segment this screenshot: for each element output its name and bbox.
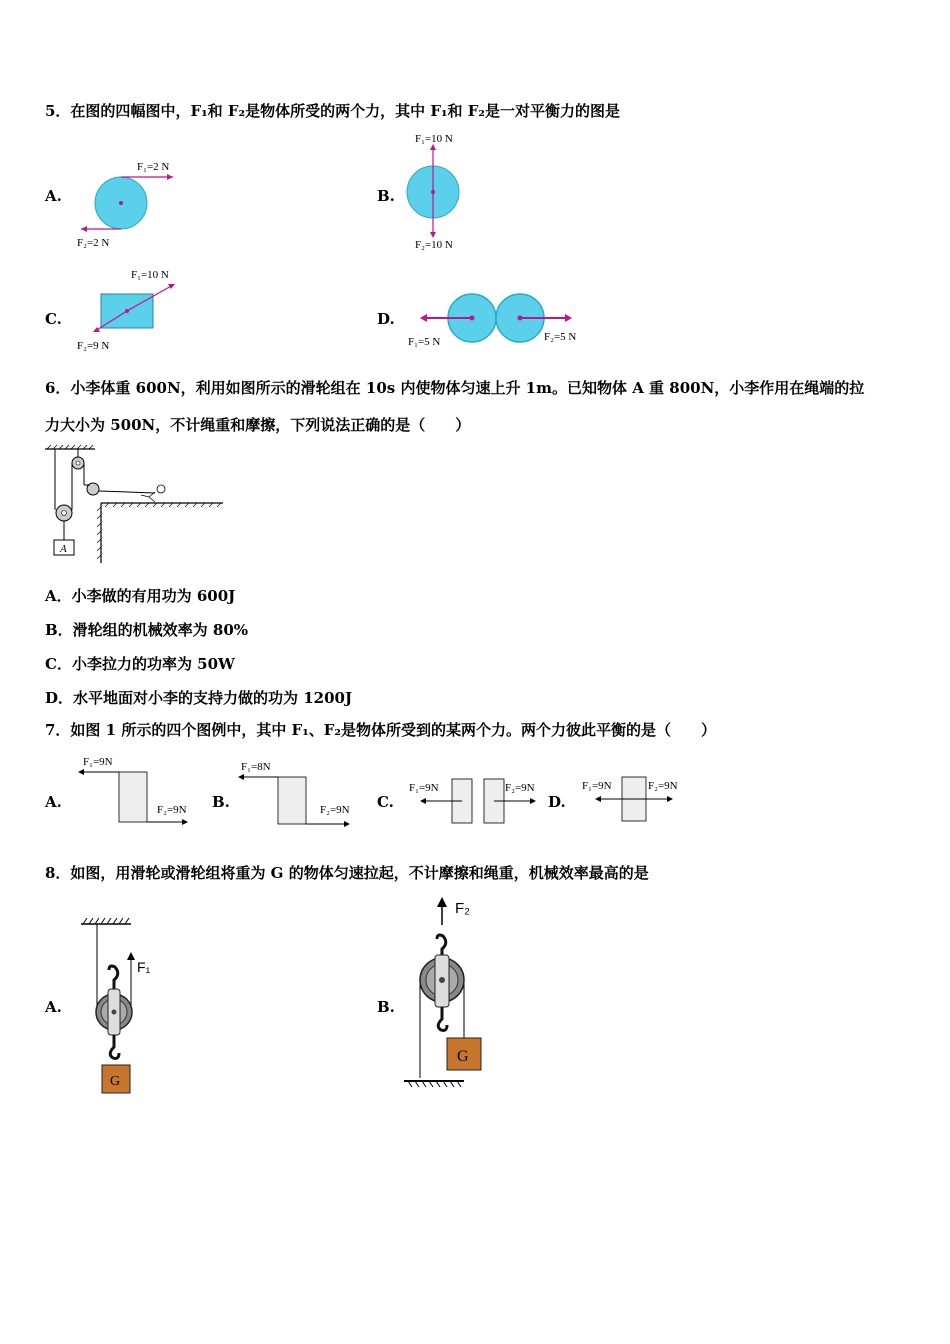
q8a-force-label: F₁ (137, 959, 151, 975)
q7-option-d-label[interactable]: D. (548, 793, 566, 811)
q5-option-a-label[interactable]: A. (45, 187, 62, 205)
q7d-f1-label: F₁=9N (582, 780, 612, 792)
q8-option-b-label[interactable]: B. (377, 998, 395, 1016)
q6-option-c[interactable]: C．小李拉力的功率为 50W (45, 655, 235, 673)
q7-stem: 7．如图 1 所示的四个图例中，其中 F₁、F₂是物体所受到的某两个力。两个力彼此平衡的是（ ） (45, 721, 716, 739)
q8-option-a-label[interactable]: A. (45, 998, 62, 1016)
q5a-f1-label: F₁=2 N (137, 161, 170, 173)
q5-figure-a (75, 155, 185, 250)
q5-option-d-label[interactable]: D. (377, 310, 395, 328)
q6-option-d[interactable]: D．水平地面对小李的支持力做的功为 1200J (45, 689, 353, 707)
q7c-f2-label: F₂=9N (505, 782, 535, 794)
q7c-f1-label: F₁=9N (409, 782, 439, 794)
q5-figure-d (400, 285, 600, 355)
q8b-weight-label: G (457, 1048, 469, 1065)
q7a-f1-label: F₁=9N (83, 756, 113, 768)
q7-figure-b (235, 760, 365, 835)
q7b-f2-label: F₂=9N (320, 804, 350, 816)
q6-box-label: A (60, 543, 67, 555)
q8-stem: 8．如图，用滑轮或滑轮组将重为 G 的物体匀速拉起，不计摩擦和绳重，机械效率最高的是 (45, 864, 649, 882)
q7-figure-d (580, 772, 690, 827)
q7d-f2-label: F₂=9N (648, 780, 678, 792)
q7b-f1-label: F₁=8N (241, 761, 271, 773)
q5d-f1-label: F₁=5 N (408, 336, 441, 348)
q8b-force-label: F₂ (455, 900, 470, 917)
q6-option-b[interactable]: B．滑轮组的机械效率为 80% (45, 621, 249, 639)
q5b-f2-label: F₂=10 N (415, 239, 453, 251)
q5-stem: 5．在图的四幅图中，F₁和 F₂是物体所受的两个力，其中 F₁和 F₂是一对平衡力的图是 (45, 102, 620, 120)
q7-option-c-label[interactable]: C. (377, 793, 394, 811)
q8-figure-b (400, 895, 510, 1095)
q7-figure-a (75, 755, 200, 830)
q7-figure-c (405, 775, 550, 825)
q5d-f2-label: F₂=5 N (544, 331, 577, 343)
q6-option-a[interactable]: A．小李做的有用功为 600J (45, 587, 236, 605)
q6-pulley-figure (45, 445, 230, 565)
q5-option-c-label[interactable]: C. (45, 310, 62, 328)
q5c-f2-label: F₂=9 N (77, 340, 110, 352)
q8-figure-a (75, 912, 185, 1097)
q5a-f2-label: F₂=2 N (77, 237, 110, 249)
q6-stem-line2: 力大小为 500N，不计绳重和摩擦，下列说法正确的是（ ） (45, 416, 471, 434)
q7-option-b-label[interactable]: B. (212, 793, 230, 811)
q5-figure-b (395, 130, 485, 255)
q7-option-a-label[interactable]: A. (45, 793, 62, 811)
q5-option-b-label[interactable]: B. (377, 187, 395, 205)
q5b-f1-label: F₁=10 N (415, 133, 453, 145)
q7a-f2-label: F₂=9N (157, 804, 187, 816)
q8a-weight-label: G (110, 1074, 121, 1089)
q5c-f1-label: F₁=10 N (131, 269, 169, 281)
q6-stem-line1: 6．小李体重 600N，利用如图所示的滑轮组在 10s 内使物体匀速上升 1m。已知物体 A 重 800N，小李作用在绳端的拉 (45, 379, 865, 397)
q5-figure-c (75, 265, 190, 355)
